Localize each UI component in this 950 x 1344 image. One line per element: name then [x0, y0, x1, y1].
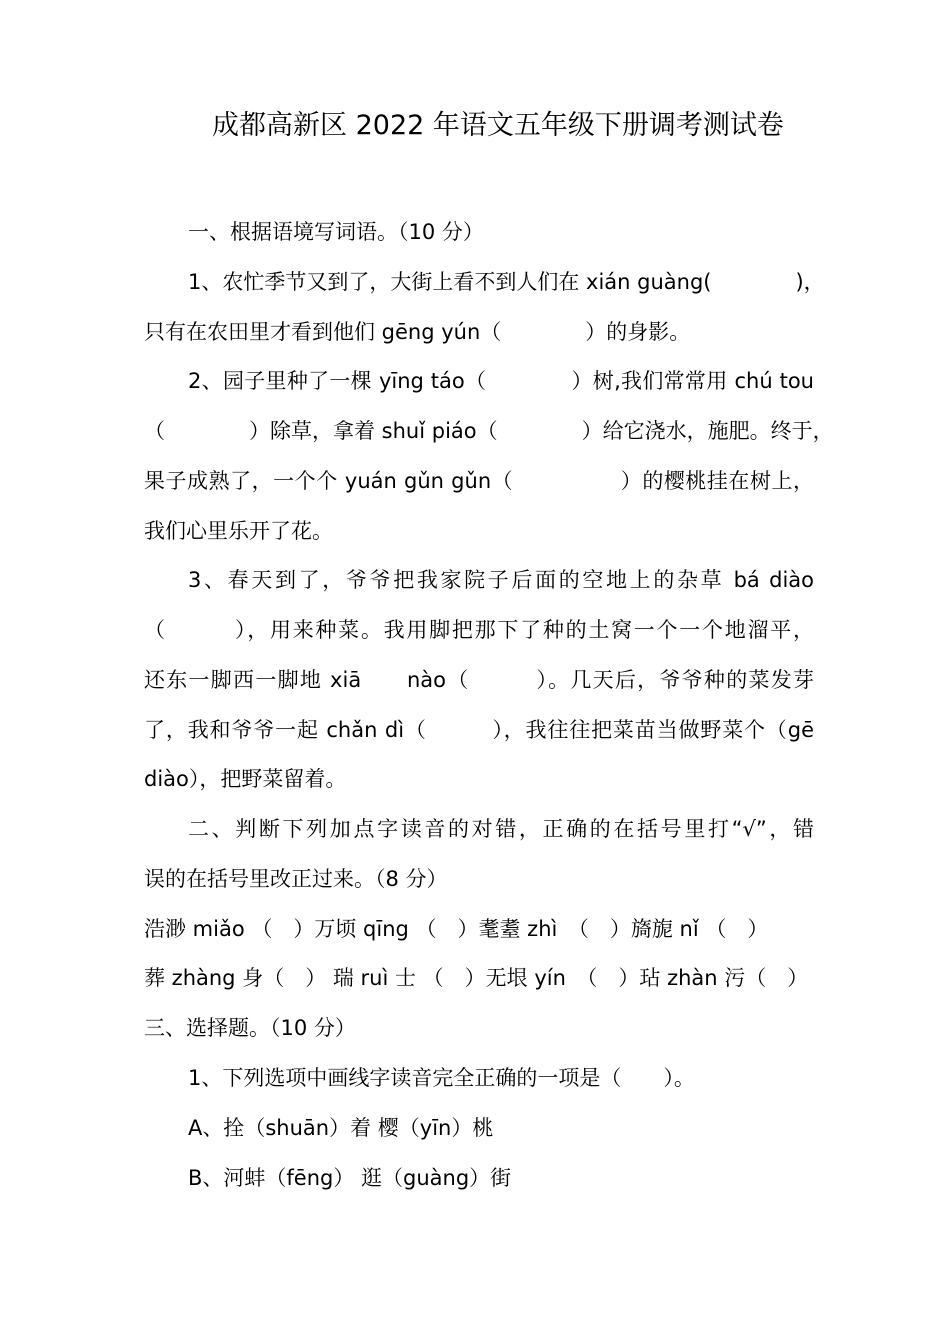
- answer-option-a: A、拴（shuān）着 樱（yīn）桃: [188, 1116, 494, 1140]
- question-line: 1、下列选项中画线字读音完全正确的一项是（ ）。: [188, 1066, 695, 1090]
- section-heading-3: 三、选择题。（10 分）: [144, 1016, 356, 1040]
- question-line: 果子成熟了，一个个 yuán gǔn gǔn（ ）的樱桃挂在树上，: [144, 469, 814, 493]
- question-line: 我们心里乐开了花。: [144, 519, 333, 543]
- question-line: 了，我和爷爷一起 chǎn dì（ ），我往往把菜苗当做野菜个（gē: [144, 718, 814, 742]
- question-line: diào），把野菜留着。: [144, 767, 347, 791]
- section-heading-1: 一、根据语境写词语。（10 分）: [188, 220, 484, 244]
- question-line: （ ）除草，拿着 shuǐ piáo（ ）给它浇水，施肥。终于，: [144, 419, 834, 443]
- answer-option-b: B、河蚌（fēng） 逛（guàng）街: [188, 1166, 512, 1190]
- question-line: 只有在农田里才看到他们 gēng yún（ ）的身影。: [144, 320, 691, 344]
- question-line: 浩渺 miǎo （ ）万顷 qīng （ ）耄耋 zhì （ ）旖旎 nǐ （ ）: [144, 917, 769, 941]
- question-line: 2、园子里种了一棵 yīng táo（ ）树,我们常常用 chú tou: [188, 369, 814, 393]
- section-heading-2-cont: 误的在括号里改正过来。（8 分）: [144, 867, 448, 891]
- question-line: （ ），用来种菜。我用脚把那下了种的土窝一个一个地溜平，: [144, 618, 814, 642]
- document-title: 成都高新区 2022 年语文五年级下册调考测试卷: [212, 110, 784, 141]
- question-line: 葬 zhàng 身（ ） 瑞 ruì 士 （ ）无垠 yín （ ）玷 zhàn 污（ ）: [144, 966, 809, 990]
- section-heading-2: 二、判断下列加点字读音的对错，正确的在括号里打“√”，错: [188, 817, 814, 841]
- question-line: 还东一脚西一脚地 xiā nào（ ）。几天后，爷爷种的菜发芽: [144, 668, 814, 692]
- question-line: 3、春天到了，爷爷把我家院子后面的空地上的杂草 bá diào: [188, 568, 814, 592]
- question-line: 1、农忙季节又到了，大街上看不到人们在 xián guàng( )，: [188, 270, 825, 294]
